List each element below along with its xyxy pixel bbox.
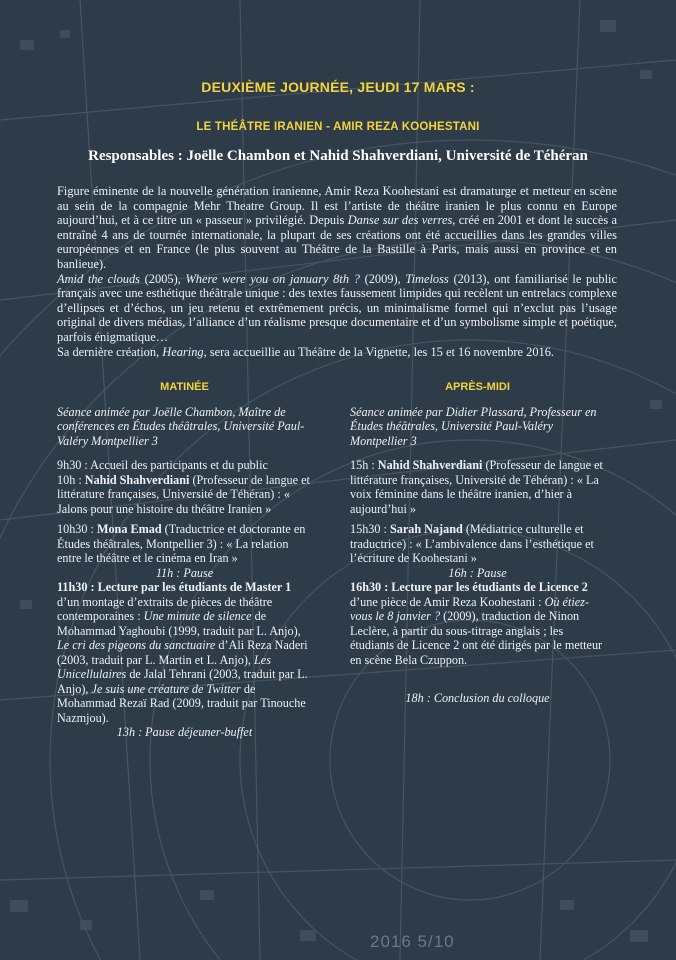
intro-paragraph-2: Amid the clouds (2005), Where were you on january 8th ? (2009), Timeloss (2013), ont familiarisé le public français avec une esthétique théâtrale unique : des textes faussement limpides qui recèlent un entrelacs complexe d’ellipses et d’échos, un jeu retenu et extrêmement précis, un minimalisme formel qui n’exclut pas l’usage original de divers médias, l’alliance d’un réalisme presque documentaire et d’un symbolisme simple et poétique, parfois énigmatique… [57,271,617,344]
lunch-label: 13h : Pause déjeuner-buffet [116,725,253,739]
schedule-item: 10h : Nahid Shahverdiani (Professeur de langue et littérature françaises, Université de Téhéran) : « Jalons pour une histoire du théâtre Iranien » [57,472,310,516]
matinee-heading: MATINÉE [160,381,209,393]
apresmidi-moderator: Séance animée par Didier Plassard, Professeur en Études théâtrales, Université Paul-Valéry Montpellier 3 [350,404,597,448]
pause-label: 16h : Pause [448,565,507,580]
matinee-column [57,380,312,740]
schedule-item: 15h30 : Sarah Najand (Médiatrice culturelle et traductrice) : « L’ambivalence dans l’esthétique et l’écriture de Koohestani » [350,522,594,565]
schedule-item: 9h30 : Accueil des participants et du public [57,458,268,472]
day-title: DEUXIÈME JOURNÉE, JEUDI 17 MARS : [201,79,475,95]
apresmidi-column [350,380,605,706]
intro-text [57,184,617,359]
intro-paragraph-1: Figure éminente de la nouvelle génération iranienne, Amir Reza Koohestani est dramaturge et metteur en scène au sein de la compagnie Mehr Theatre Group. Il est l’artiste de théâtre iranien le plus connu en Europe aujourd’hui, et à ce titre un « passeur » privilégié. Depuis Danse sur des verres, créé en 2001 et dont le succès a entraîné 4 ans de tournée internationale, la plupart de ses créations ont été accueillies dans les grandes villes européennes et en France (le plus souvent au Théâtre de la Bastille à Paris, mais aussi en province et en banlieue). [57,184,617,271]
session-subtitle: LE THÉÂTRE IRANIEN - AMIR REZA KOOHESTANI [196,121,480,133]
page-number: 2016 5/10 [370,932,455,951]
schedule-item: 10h30 : Mona Emad (Traductrice et doctorante en Études théâtrales, Montpellier 3) : « La relation entre le théâtre et le cinéma en Iran » [57,522,306,565]
conclusion-label: 18h : Conclusion du colloque [405,691,550,705]
matinee-moderator: Séance animée par Joëlle Chambon, Maître de conférences en Études théâtrales, Université Paul-Valéry Montpellier 3 [57,404,305,448]
responsables-line: Responsables : Joëlle Chambon et Nahid Shahverdiani, Université de Téhéran [88,148,588,164]
apresmidi-heading: APRÈS-MIDI [445,381,510,393]
pause-label: 11h : Pause [155,565,214,580]
schedule-item: 16h30 : Lecture par les étudiants de Licence 2 d’une pièce de Amir Reza Koohestani : Où étiez-vous le 8 janvier ? (2009), traduction de Ninon Leclère, à partir du sous-titrage anglais ; les étudiants de Licence 2 ont été dirigés par le metteur en scène Bela Czuppon. [350,580,603,667]
schedule-item: 15h : Nahid Shahverdiani (Professeur de langue et littérature françaises, Université de Téhéran) : « La voix féminine dans le théâtre iranien, d’hier à aujourd’hui » [350,458,603,516]
intro-paragraph-3: Sa dernière création, Hearing, sera accueillie au Théâtre de la Vignette, les 15 et 16 novembre 2016. [57,344,555,359]
schedule-item: 11h30 : Lecture par les étudiants de Master 1 d’un montage d’extraits de pièces de théâtre contemporaines : Une minute de silence de Mohammad Yaghoubi (1999, traduit par L. Anjo), Le cri des pigeons du sanctuaire d’Ali Reza Naderi (2003, traduit par L. Martin et L. Anjo), Les Unicellulaires de Jalal Tehrani (2003, traduit par L. Anjo), Je suis une créature de Twitter de Mohammad Rezaï Rad (2009, traduit par Tinouche Nazmjou). [57,580,308,725]
